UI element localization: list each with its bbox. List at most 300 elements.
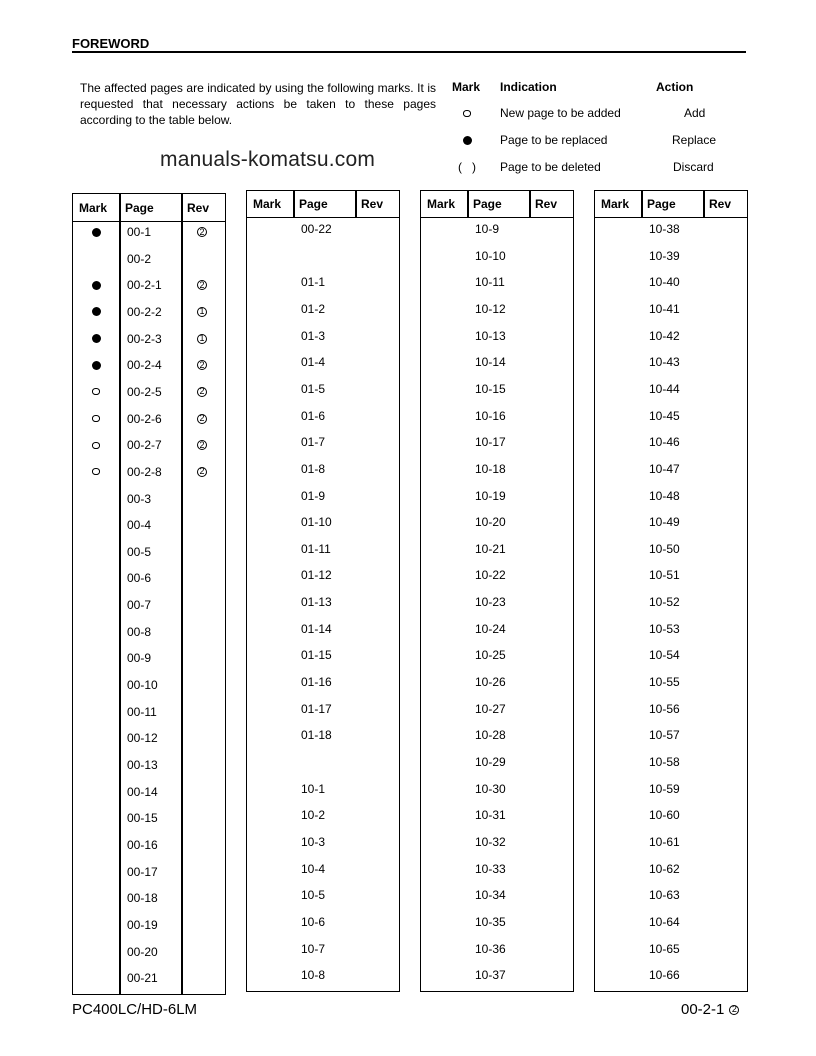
revision-mark-icon: 2 <box>197 360 207 370</box>
table-row <box>247 859 399 879</box>
table-row <box>595 885 747 905</box>
page-cell: 10-33 <box>475 861 506 876</box>
table-row <box>421 699 573 719</box>
page-cell: 00-6 <box>127 571 152 586</box>
table-row <box>595 619 747 639</box>
legend-action: Replace <box>672 133 717 147</box>
page-cell: 01-1 <box>301 275 326 290</box>
table-row <box>595 565 747 585</box>
page-cell: 10-30 <box>475 781 506 796</box>
page-cell: 10-8 <box>301 968 326 983</box>
page-cell: 10-1 <box>301 781 326 796</box>
title-rule <box>72 51 746 53</box>
page-cell: 10-55 <box>649 675 680 690</box>
page-cell: 10-31 <box>475 808 506 823</box>
table-row <box>247 832 399 852</box>
mark-cell <box>92 302 101 322</box>
table-row <box>595 326 747 346</box>
footer-page: 00-2-1 <box>681 1001 725 1018</box>
mark-cell <box>92 435 100 455</box>
page-cell: 10-25 <box>475 648 506 663</box>
table-row <box>247 965 399 985</box>
header-mark: Mark <box>427 197 456 211</box>
table-row <box>421 326 573 346</box>
table-row <box>595 352 747 372</box>
page-cell: 10-4 <box>301 861 326 876</box>
filled-circle-icon <box>92 228 101 237</box>
page-cell: 00-15 <box>127 811 158 826</box>
page-cell: 00-5 <box>127 544 152 559</box>
page-cell: 00-2 <box>127 251 152 266</box>
table-row <box>73 302 225 322</box>
page-cell: 01-5 <box>301 381 326 396</box>
table-row <box>73 862 225 882</box>
table-row <box>73 782 225 802</box>
page-cell: 10-62 <box>649 861 680 876</box>
page-cell: 01-7 <box>301 435 326 450</box>
filled-circle-icon <box>92 307 101 316</box>
page-cell: 00-2-6 <box>127 411 162 426</box>
table-row <box>73 968 225 988</box>
filled-circle-icon <box>92 361 101 370</box>
mark-cell <box>92 409 100 429</box>
table-row <box>73 808 225 828</box>
header-page: Page <box>647 197 676 211</box>
page-cell: 00-9 <box>127 651 152 666</box>
table-row <box>595 406 747 426</box>
table-row <box>421 592 573 612</box>
table-row <box>247 406 399 426</box>
table-row <box>421 672 573 692</box>
table-row <box>421 272 573 292</box>
page-cell: 00-11 <box>127 704 157 719</box>
revision-table <box>420 190 574 992</box>
table-row <box>421 965 573 985</box>
table-row <box>73 382 225 402</box>
table-row <box>595 459 747 479</box>
table-row <box>73 409 225 429</box>
revision-mark-icon: 2 <box>197 467 207 477</box>
page-cell: 00-2-2 <box>127 304 162 319</box>
page-cell: 01-6 <box>301 408 326 423</box>
page-cell: 00-19 <box>127 917 158 932</box>
page-cell: 00-20 <box>127 944 158 959</box>
page-cell: 01-12 <box>301 568 332 583</box>
table-row <box>73 329 225 349</box>
revision-mark-icon: 2 <box>197 227 207 237</box>
table-row <box>247 699 399 719</box>
table-row <box>595 912 747 932</box>
header-mark: Mark <box>253 197 282 211</box>
page-cell: 10-34 <box>475 888 506 903</box>
table-row <box>73 728 225 748</box>
revision-table <box>246 190 400 992</box>
table-row <box>247 486 399 506</box>
page-cell: 10-50 <box>649 541 680 556</box>
open-circle-icon <box>92 468 100 475</box>
revision-mark-icon: 2 <box>197 414 207 424</box>
page-cell: 10-54 <box>649 648 680 663</box>
page-cell: 01-15 <box>301 648 332 663</box>
table-row <box>595 645 747 665</box>
table-row <box>73 489 225 509</box>
page-cell: 00-2-7 <box>127 438 162 453</box>
revision-mark-icon: 1 <box>197 334 207 344</box>
watermark: manuals-komatsu.com <box>160 148 376 171</box>
page-cell: 10-45 <box>649 408 680 423</box>
page-cell: 10-42 <box>649 328 680 343</box>
table-row <box>421 379 573 399</box>
page-cell: 10-26 <box>475 675 506 690</box>
page-cell: 10-64 <box>649 914 680 929</box>
mark-cell <box>92 382 100 402</box>
table-row <box>247 939 399 959</box>
header-page: Page <box>125 200 154 215</box>
page-cell: 10-41 <box>649 301 680 316</box>
page-cell: 01-14 <box>301 621 332 636</box>
header-rev: Rev <box>361 197 384 211</box>
table-row <box>421 725 573 745</box>
table-row <box>421 779 573 799</box>
page-cell: 01-9 <box>301 488 326 503</box>
table-row <box>595 539 747 559</box>
page-cell: 10-22 <box>475 568 506 583</box>
table-row <box>421 246 573 266</box>
table-row <box>73 515 225 535</box>
table-row <box>247 512 399 532</box>
open-circle-icon <box>463 110 471 117</box>
revision-mark-icon: 2 <box>729 1005 739 1015</box>
page-cell: 00-17 <box>127 864 158 879</box>
mark-cell <box>92 275 101 295</box>
table-row <box>247 725 399 745</box>
table-row <box>73 249 225 269</box>
page-cell: 00-22 <box>301 222 332 236</box>
table-row <box>421 299 573 319</box>
page-cell: 10-6 <box>301 914 326 929</box>
table-row <box>247 352 399 372</box>
column-divider <box>467 191 469 217</box>
page-cell: 10-3 <box>301 834 326 849</box>
page-cell: 10-63 <box>649 888 680 903</box>
table-row <box>73 435 225 455</box>
page-cell: 10-46 <box>649 435 680 450</box>
table-row <box>73 755 225 775</box>
table-row <box>247 379 399 399</box>
table-row <box>421 752 573 772</box>
filled-circle-icon <box>463 136 472 145</box>
table-row <box>421 859 573 879</box>
revision-mark-icon: 2 <box>197 387 207 397</box>
page-cell: 01-4 <box>301 355 326 370</box>
table-row <box>247 326 399 346</box>
rev-cell <box>197 409 207 429</box>
header-rev: Rev <box>187 200 210 215</box>
page-cell: 10-57 <box>649 728 680 743</box>
mark-cell <box>92 355 101 375</box>
legend-header-mark: Mark <box>452 80 481 94</box>
table-row <box>421 352 573 372</box>
table-header <box>421 191 573 218</box>
legend-action: Discard <box>673 160 714 174</box>
page-cell: 00-1 <box>127 225 152 239</box>
table-row <box>421 219 573 239</box>
rev-cell <box>197 435 207 455</box>
table-row <box>595 939 747 959</box>
table-row <box>421 486 573 506</box>
page-cell: 10-59 <box>649 781 680 796</box>
table-row <box>247 752 399 772</box>
table-row <box>421 539 573 559</box>
rev-cell <box>197 222 207 242</box>
page-cell: 10-11 <box>475 275 505 290</box>
rev-cell <box>197 275 207 295</box>
open-circle-icon <box>92 442 100 449</box>
table-row <box>595 379 747 399</box>
table-header <box>73 194 225 222</box>
page-cell: 00-2-5 <box>127 384 162 399</box>
page-cell: 10-12 <box>475 301 506 316</box>
table-row <box>73 462 225 482</box>
open-circle-icon <box>92 388 100 395</box>
page-cell: 10-56 <box>649 701 680 716</box>
table-row <box>421 805 573 825</box>
page-cell: 10-48 <box>649 488 680 503</box>
page-cell: 00-13 <box>127 758 158 772</box>
table-row <box>247 299 399 319</box>
table-row <box>247 592 399 612</box>
table-row <box>595 246 747 266</box>
table-row <box>421 512 573 532</box>
page-cell: 10-16 <box>475 408 506 423</box>
page-cell: 10-60 <box>649 808 680 823</box>
filled-circle-icon <box>92 281 101 290</box>
revision-table <box>72 193 226 995</box>
column-divider <box>293 191 295 217</box>
column-divider <box>703 191 705 217</box>
page-cell: 01-2 <box>301 301 326 316</box>
rev-cell <box>197 329 207 349</box>
column-divider <box>641 191 643 217</box>
page-cell: 10-43 <box>649 355 680 370</box>
table-row <box>73 222 225 242</box>
rev-cell <box>197 302 207 322</box>
table-row <box>73 835 225 855</box>
page-cell: 10-27 <box>475 701 506 716</box>
table-row <box>595 965 747 985</box>
table-row <box>595 859 747 879</box>
table-row <box>247 645 399 665</box>
table-row <box>595 699 747 719</box>
page-cell: 00-21 <box>127 971 158 986</box>
table-row <box>595 512 747 532</box>
table-row <box>73 622 225 642</box>
page-cell: 10-10 <box>475 248 506 263</box>
table-row <box>73 542 225 562</box>
legend-action: Add <box>684 106 706 120</box>
table-row <box>595 752 747 772</box>
page-cell: 10-38 <box>649 222 680 236</box>
header-page: Page <box>299 197 328 211</box>
page-cell: 10-28 <box>475 728 506 743</box>
table-row <box>595 672 747 692</box>
table-row <box>595 805 747 825</box>
mark-cell <box>92 222 101 242</box>
table-row <box>595 272 747 292</box>
table-row <box>73 648 225 668</box>
page-cell: 10-29 <box>475 755 506 769</box>
table-row <box>247 219 399 239</box>
revision-mark-icon: 2 <box>197 280 207 290</box>
table-row <box>595 832 747 852</box>
page-cell: 00-8 <box>127 624 152 639</box>
rev-cell <box>197 355 207 375</box>
page-cell: 10-18 <box>475 461 506 476</box>
header-rev: Rev <box>709 197 732 211</box>
table-row <box>595 486 747 506</box>
page-cell: 10-37 <box>475 968 506 983</box>
page-cell: 10-14 <box>475 355 506 370</box>
table-row <box>73 675 225 695</box>
table-row <box>421 459 573 479</box>
rev-cell <box>197 462 207 482</box>
page-cell: 10-49 <box>649 515 680 530</box>
revision-table <box>594 190 748 992</box>
section-title: FOREWORD <box>72 36 150 51</box>
table-row <box>73 568 225 588</box>
table-row <box>247 539 399 559</box>
mark-cell <box>92 462 100 482</box>
table-header <box>247 191 399 218</box>
table-row <box>247 619 399 639</box>
page-cell: 00-3 <box>127 491 152 506</box>
table-row <box>421 432 573 452</box>
page-cell: 10-47 <box>649 461 680 476</box>
rev-cell <box>197 382 207 402</box>
page-cell: 01-3 <box>301 328 326 343</box>
page-cell: 10-66 <box>649 968 680 983</box>
page-cell: 10-15 <box>475 381 506 396</box>
table-row <box>595 432 747 452</box>
page-cell: 01-11 <box>301 541 331 556</box>
page-cell: 10-2 <box>301 808 326 823</box>
table-row <box>73 888 225 908</box>
page-cell: 10-24 <box>475 621 506 636</box>
table-row <box>73 275 225 295</box>
page-cell: 10-23 <box>475 595 506 610</box>
footer-model: PC400LC/HD-6LM <box>72 1001 198 1018</box>
table-row <box>421 912 573 932</box>
page-cell: 00-2-1 <box>127 278 162 293</box>
page-cell: 10-19 <box>475 488 506 503</box>
page-cell: 00-16 <box>127 837 158 852</box>
page-cell: 00-7 <box>127 598 152 613</box>
table-row <box>421 645 573 665</box>
table-row <box>247 459 399 479</box>
legend-indication: Page to be deleted <box>500 160 601 174</box>
filled-circle-icon <box>92 334 101 343</box>
table-row <box>73 942 225 962</box>
table-row <box>595 592 747 612</box>
legend-indication: New page to be added <box>500 106 621 120</box>
page-cell: 10-17 <box>475 435 506 450</box>
header-rev: Rev <box>535 197 558 211</box>
page-cell: 10-65 <box>649 941 680 956</box>
page-cell: 10-53 <box>649 621 680 636</box>
intro-paragraph: The affected pages are indicated by using the following marks. It is requested that necessary actions be taken to these pages according to the table below. <box>80 81 436 127</box>
page-cell: 10-5 <box>301 888 326 903</box>
table-row <box>247 672 399 692</box>
footer-page-number <box>681 1001 739 1018</box>
page-cell: 10-58 <box>649 755 680 769</box>
table-header <box>595 191 747 218</box>
page-cell: 00-2-4 <box>127 358 162 373</box>
open-circle-icon <box>92 415 100 422</box>
page-cell: 01-8 <box>301 461 326 476</box>
table-row <box>421 619 573 639</box>
page-cell: 00-2-3 <box>127 331 162 346</box>
table-row <box>421 406 573 426</box>
legend-header-action: Action <box>656 80 694 94</box>
parentheses-mark: ( ) <box>458 160 476 174</box>
mark-cell <box>92 329 101 349</box>
table-row <box>421 939 573 959</box>
page-cell: 01-17 <box>301 701 332 716</box>
page-cell: 01-13 <box>301 595 332 610</box>
column-divider <box>355 191 357 217</box>
page-cell: 00-4 <box>127 518 152 533</box>
page-cell: 10-40 <box>649 275 680 290</box>
page-cell: 10-36 <box>475 941 506 956</box>
page-cell: 10-7 <box>301 941 326 956</box>
legend-header-indication: Indication <box>500 80 557 94</box>
table-row <box>73 915 225 935</box>
table-row <box>595 299 747 319</box>
table-row <box>247 272 399 292</box>
table-row <box>421 885 573 905</box>
table-row <box>247 885 399 905</box>
page-cell: 10-20 <box>475 515 506 530</box>
revision-mark-icon: 2 <box>197 440 207 450</box>
page-cell: 10-9 <box>475 222 500 236</box>
page-cell: 10-44 <box>649 381 680 396</box>
table-row <box>73 355 225 375</box>
revision-mark-icon: 1 <box>197 307 207 317</box>
header-mark: Mark <box>79 200 108 215</box>
legend-indication: Page to be replaced <box>500 133 608 147</box>
page-cell: 00-12 <box>127 731 158 746</box>
page-cell: 10-35 <box>475 914 506 929</box>
table-row <box>247 565 399 585</box>
table-row <box>595 725 747 745</box>
page-cell: 00-14 <box>127 784 158 799</box>
column-divider <box>529 191 531 217</box>
table-row <box>247 805 399 825</box>
table-row <box>247 912 399 932</box>
page-cell: 10-13 <box>475 328 506 343</box>
page-cell: 00-2-8 <box>127 464 162 479</box>
page-cell: 10-52 <box>649 595 680 610</box>
page-cell: 10-39 <box>649 248 680 263</box>
page-cell: 00-10 <box>127 678 158 693</box>
table-row <box>247 432 399 452</box>
table-row <box>73 595 225 615</box>
header-page: Page <box>473 197 502 211</box>
page-cell: 01-18 <box>301 728 332 743</box>
table-row <box>73 702 225 722</box>
page-cell: 10-32 <box>475 834 506 849</box>
table-row <box>421 565 573 585</box>
